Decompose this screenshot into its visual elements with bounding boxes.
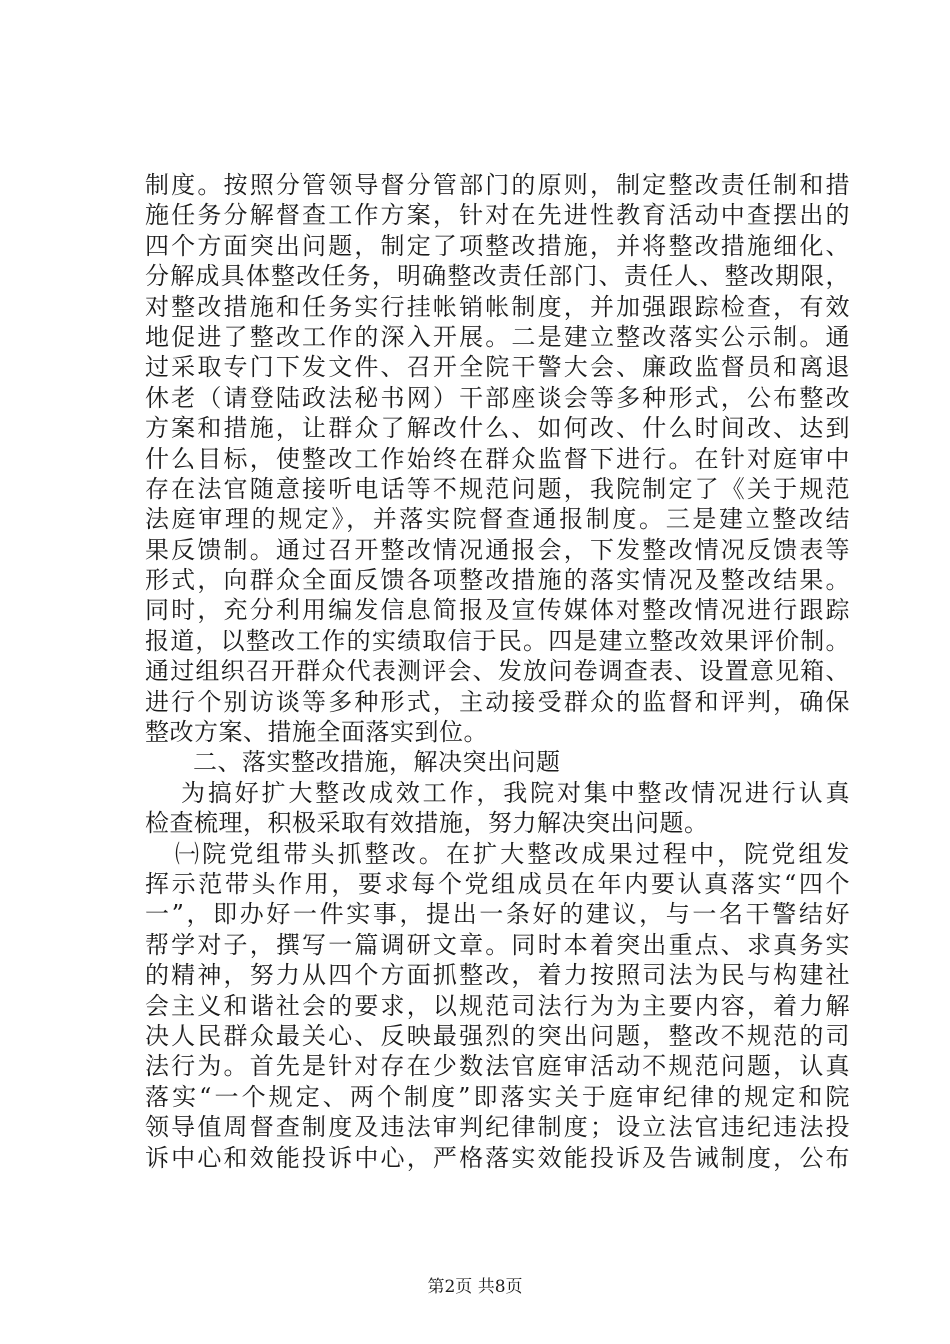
text-line: 地促进了整改工作的深入开展。二是建立整改落实公示制。通 bbox=[145, 322, 850, 351]
text-line: 诉中心和效能投诉中心，严格落实效能投诉及告诫制度，公布 bbox=[145, 1143, 850, 1172]
text-line: 什么目标，使整改工作始终在群众监督下进行。在针对庭审中 bbox=[145, 444, 850, 473]
text-line: 施任务分解督查工作方案，针对在先进性教育活动中查摆出的 bbox=[145, 201, 850, 230]
text-line: 落实“一个规定、两个制度”即落实关于庭审纪律的规定和院 bbox=[145, 1082, 850, 1111]
text-line: 同时，充分利用编发信息简报及宣传媒体对整改情况进行跟踪 bbox=[145, 596, 850, 625]
text-line: 四个方面突出问题，制定了项整改措施，并将整改措施细化、 bbox=[145, 231, 850, 260]
text-line: 挥示范带头作用，要求每个党组成员在年内要认真落实“四个 bbox=[145, 869, 850, 898]
text-line: 制度。按照分管领导督分管部门的原则，制定整改责任制和措 bbox=[145, 171, 850, 199]
page-number-footer: 第2页 共8页 bbox=[427, 1277, 523, 1297]
text-line: ㈠院党组带头抓整改。在扩大整改成果过程中，院党组发 bbox=[175, 839, 850, 868]
text-line: 过采取专门下发文件、召开全院干警大会、廉政监督员和离退 bbox=[145, 353, 850, 382]
text-line: 检查梳理，积极采取有效措施，努力解决突出问题。 bbox=[145, 809, 709, 838]
text-line: 方案和措施，让群众了解改什么、如何改、什么时间改、达到 bbox=[145, 414, 850, 443]
text-line: 会主义和谐社会的要求，以规范司法行为为主要内容，着力解 bbox=[145, 991, 850, 1020]
text-line: 领导值周督查制度及违法审判纪律制度；设立法官违纪违法投 bbox=[145, 1113, 850, 1142]
text-line: 进行个别访谈等多种形式，主动接受群众的监督和评判，确保 bbox=[145, 687, 850, 716]
text-line: 一”，即办好一件实事，提出一条好的建议，与一名干警结好 bbox=[145, 900, 850, 929]
text-line: 存在法官随意接听电话等不规范问题，我院制定了《关于规范 bbox=[145, 474, 850, 503]
text-line: 形式，向群众全面反馈各项整改措施的落实情况及整改结果。 bbox=[145, 566, 850, 595]
text-line: 整改方案、措施全面落实到位。 bbox=[145, 718, 488, 747]
text-line: 法行为。首先是针对存在少数法官庭审活动不规范问题，认真 bbox=[145, 1052, 850, 1081]
text-line: 帮学对子，撰写一篇调研文章。同时本着突出重点、求真务实 bbox=[145, 930, 850, 959]
section-heading: 二、落实整改措施，解决突出问题 bbox=[193, 748, 561, 777]
text-line: 分解成具体整改任务，明确整改责任部门、责任人、整改期限， bbox=[145, 262, 850, 291]
text-line: 休老（请登陆政法秘书网）干部座谈会等多种形式，公布整改 bbox=[145, 383, 850, 412]
text-line: 决人民群众最关心、反映最强烈的突出问题，整改不规范的司 bbox=[145, 1021, 850, 1050]
text-line: 对整改措施和任务实行挂帐销帐制度，并加强跟踪检查，有效 bbox=[145, 292, 850, 321]
text-line: 法庭审理的规定》，并落实院督查通报制度。三是建立整改结 bbox=[145, 505, 850, 534]
text-line: 报道，以整改工作的实绩取信于民。四是建立整改效果评价制。 bbox=[145, 626, 850, 655]
text-line: 通过组织召开群众代表测评会、发放问卷调查表、设置意见箱、 bbox=[145, 657, 850, 686]
document-body bbox=[145, 170, 850, 1173]
text-line: 果反馈制。通过召开整改情况通报会，下发整改情况反馈表等 bbox=[145, 535, 850, 564]
text-line: 的精神，努力从四个方面抓整改，着力按照司法为民与构建社 bbox=[145, 961, 850, 990]
text-line: 为搞好扩大整改成效工作，我院对集中整改情况进行认真 bbox=[181, 778, 850, 807]
